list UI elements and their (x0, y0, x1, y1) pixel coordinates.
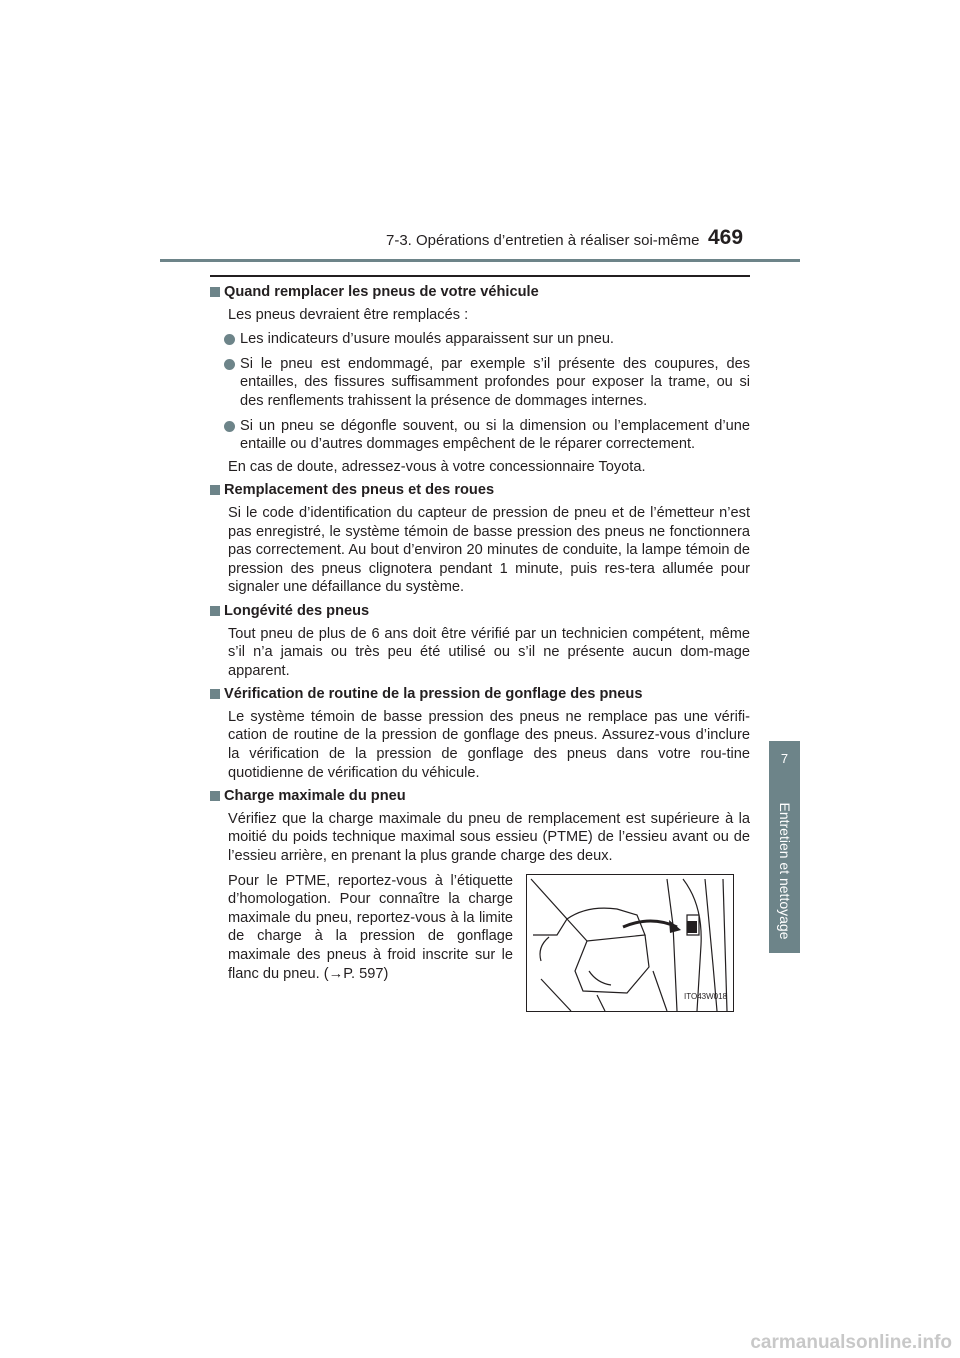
section-title (210, 283, 750, 302)
section-body: Le système témoin de basse pression des pneus ne remplace pas une vérifi-cation de routine de la pression de gonflage des pneus. Assurez-vous d’inclure la vérification de la pression de gonflage des pneus dans votre rou-tine quotidienne de vérification du véhicule. (228, 708, 750, 781)
bullet-item (210, 330, 750, 349)
label-reference-text: Pour le PTME, reportez-vous à l’étiquette d’homologation. Pour connaître la charge maximale du pneu, reportez-vous à la limite de charge à la pression de gonflage maximale des pneus à froid inscrite sur le flanc du pneu. (→P. 597) (228, 872, 513, 982)
content-rule (210, 275, 750, 277)
section-header-text: 7-3. Opérations d’entretien à réaliser soi-même (386, 232, 700, 249)
bullet-dot-icon (224, 421, 235, 432)
section-replacement (210, 481, 750, 597)
section-square-icon (210, 689, 220, 699)
section-routine-check (210, 685, 750, 782)
section-square-icon (210, 287, 220, 297)
bullet-dot-icon (224, 334, 235, 345)
section-outro: En cas de doute, adressez-vous à votre concessionnaire Toyota. (228, 458, 646, 475)
door-pillar-label-illustration (526, 874, 734, 1012)
bullet-item (210, 355, 750, 411)
section-title-text: Charge maximale du pneu (224, 788, 406, 805)
section-title (210, 602, 750, 621)
section-square-icon (210, 791, 220, 801)
section-longevity (210, 602, 750, 680)
section-max-load (210, 787, 750, 1011)
section-title-text: Remplacement des pneus et des roues (224, 482, 495, 499)
section-body: Vérifiez que la charge maximale du pneu de remplacement est supérieure à la moitié du poids technique maximal sous essieu (PTME) de l’essieu avant ou de l’essieu arrière, en prenant la plus grande charge des deux. (228, 810, 750, 865)
section-title (210, 685, 750, 704)
bullet-text: Si un pneu se dégonfle souvent, ou si la dimension ou l’emplacement d’une entaille ou d’autres dommages empêchent de le réparer correctement. (240, 417, 750, 453)
chapter-tab-label: Entretien et nettoyage (777, 802, 793, 940)
section-body: Si le code d’identification du capteur de pression de pneu et de l’émetteur n’est pas enregistré, le système témoin de basse pression des pneus ne fonctionnera pas correctement. Au bout d’environ 20 minutes de conduite, la lampe témoin de pression des pneus clignotera pendant 1 minute, puis res-tera allumée pour signaler une défaillance du système. (228, 504, 750, 596)
watermark-text: carmanualsonline.info (750, 1332, 952, 1353)
section-square-icon (210, 485, 220, 495)
section-title-text: Quand remplacer les pneus de votre véhicule (224, 284, 539, 300)
bullet-dot-icon (224, 359, 235, 370)
header-rule (160, 259, 800, 262)
chapter-tab[interactable] (769, 741, 800, 953)
section-title (210, 481, 750, 500)
section-intro: Les pneus devraient être remplacés : (228, 306, 469, 323)
section-square-icon (210, 606, 220, 616)
bullet-text: Les indicateurs d’usure moulés apparaissent sur un pneu. (240, 331, 614, 348)
section-when-replace (210, 283, 750, 476)
page-number: 469 (708, 226, 744, 249)
section-title (210, 787, 750, 806)
illustration-code: ITO43W018 (684, 992, 727, 1002)
bullet-item (210, 417, 750, 454)
section-body: Tout pneu de plus de 6 ans doit être vérifié par un technicien compétent, même s’il n’a jamais ou très peu été utilisé ou s’il ne présente aucun dom-mage apparent. (228, 625, 750, 679)
bullet-text: Si le pneu est endommagé, par exemple s’il présente des coupures, des entailles, des fissures suffisamment profondes pour exposer la trame, ou si des renflements trahissent la présence de dommages internes. (240, 355, 750, 409)
page-content (210, 283, 750, 1017)
section-title-text: Vérification de routine de la pression de gonflage des pneus (224, 686, 643, 703)
chapter-tab-number: 7 (780, 751, 789, 766)
label-reference-row (210, 872, 750, 1012)
section-header (386, 232, 700, 256)
section-title-text: Longévité des pneus (224, 602, 370, 619)
